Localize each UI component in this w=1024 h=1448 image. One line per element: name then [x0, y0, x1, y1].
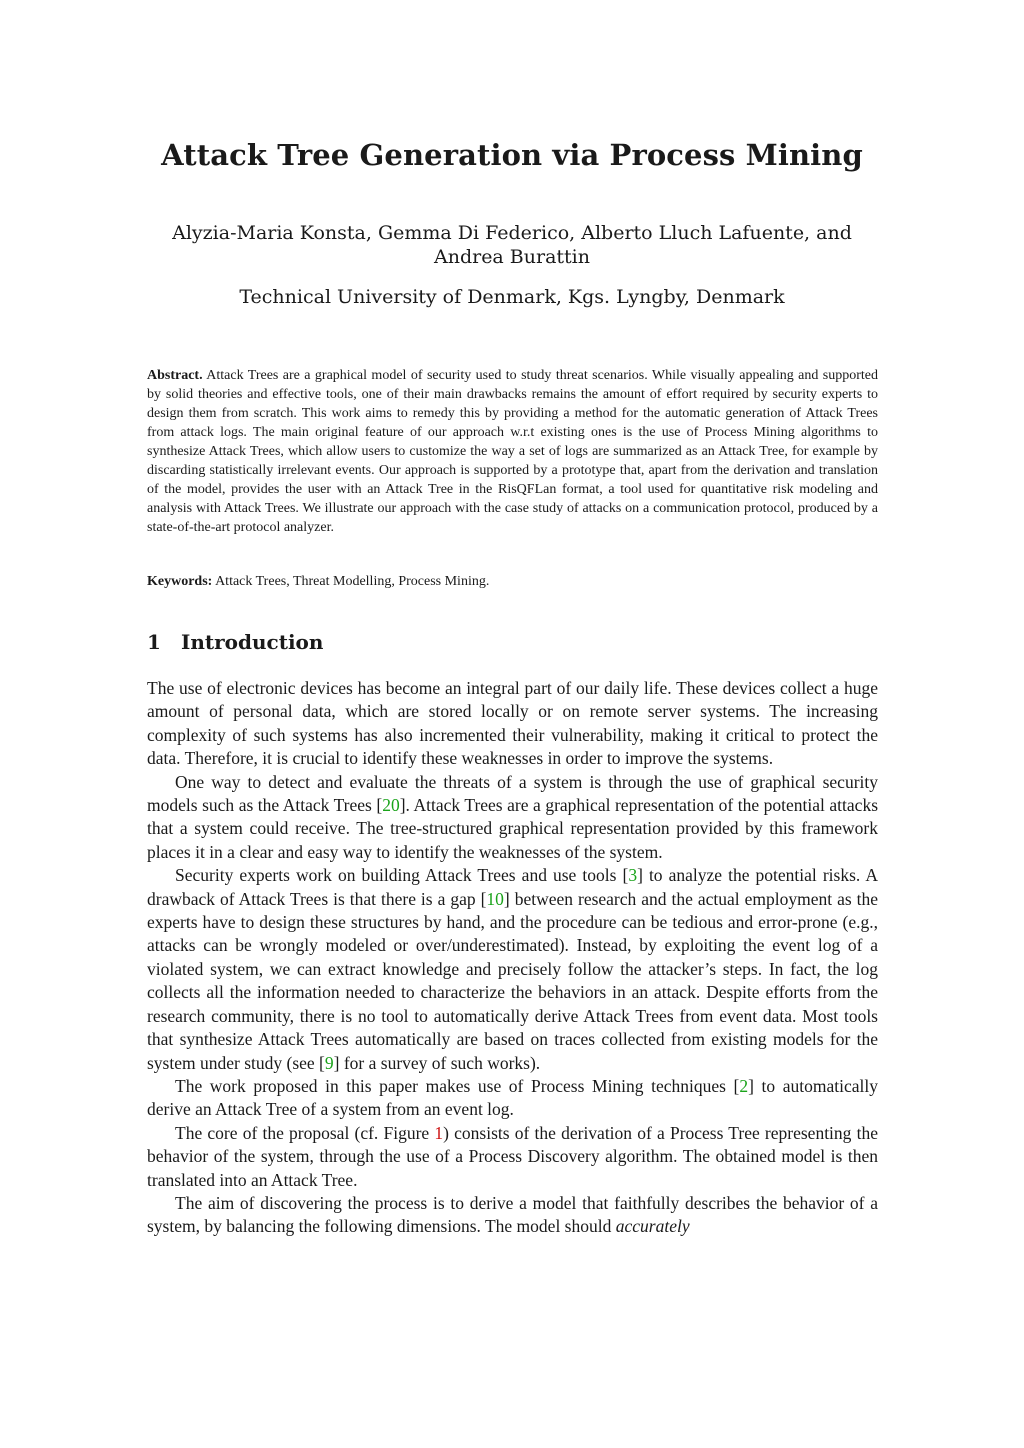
paragraph: The aim of discovering the process is to derive a model that faithfully describes the behavior of a system, by balancing the following dimensions. The model should accurately [147, 1192, 878, 1237]
keywords [147, 574, 878, 590]
abstract [147, 366, 878, 537]
abstract-label: Abstract. [147, 368, 203, 383]
body-text [147, 677, 878, 1239]
paragraph: The use of electronic devices has become an integral part of our daily life. These devices collect a huge amount of personal data, which are stored locally or on remote server systems. The increasing complexity of such systems has also incremented their vulnerability, making it critical to protect the data. Therefore, it is crucial to identify these weaknesses in order to improve the systems. [147, 678, 878, 769]
abstract-text: Attack Trees are a graphical model of security used to study threat scenarios. While visually appealing and supported by solid theories and effective tools, one of their main drawbacks remains the amount of effort required by security experts to design them from scratch. This work aims to remedy this by providing a method for the automatic generation of Attack Trees from attack logs. The main original feature of our approach w.r.t existing ones is the use of Process Mining algorithms to synthesize Attack Trees, which allow users to customize the way a set of logs are summarized as an Attack Tree, for example by discarding statistically irrelevant events. Our approach is supported by a prototype that, apart from the derivation and translation of the model, provides the user with an Attack Tree in the RisQFLan format, a tool used for quantitative risk modeling and analysis with Attack Trees. We illustrate our approach with the case study of attacks on a communication protocol, produced by a state-of-the-art protocol analyzer. [147, 368, 878, 535]
paragraph: The work proposed in this paper makes use of Process Mining techniques [2] to automatically derive an Attack Tree of a system from an event log. [147, 1075, 878, 1120]
citation-link[interactable]: 9 [324, 1052, 334, 1073]
figure-ref-link[interactable]: 1 [434, 1122, 444, 1143]
section-title: Introduction [181, 630, 324, 654]
citation-link[interactable]: 10 [486, 888, 504, 909]
section-number: 1 [147, 630, 161, 654]
paper-title: Attack Tree Generation via Process Mining [161, 138, 863, 172]
affiliation: Technical University of Denmark, Kgs. Lyngby, Denmark [239, 286, 785, 308]
author-list: Alyzia-Maria Konsta, Gemma Di Federico, Alberto Lluch Lafuente, and Andrea Burattin [172, 222, 852, 268]
keywords-label: Keywords: [147, 574, 213, 589]
section-heading [147, 630, 323, 654]
paragraph: The core of the proposal (cf. Figure 1) consists of the derivation of a Process Tree representing the behavior of the system, through the use of a Process Discovery algorithm. The obtained model is then translated into an Attack Tree. [147, 1122, 878, 1190]
citation-link[interactable]: 2 [739, 1075, 749, 1096]
citation-link[interactable]: 20 [382, 795, 400, 816]
paragraph: One way to detect and evaluate the threats of a system is through the use of graphical security models such as the Attack Trees [20]. Attack Trees are a graphical representation of the potential attacks that a system could receive. The tree-structured graphical representation provided by this framework places it in a clear and easy way to identify the weaknesses of the system. [147, 771, 879, 862]
keywords-text: Attack Trees, Threat Modelling, Process Mining. [215, 574, 490, 589]
paragraph: Security experts work on building Attack Trees and use tools [3] to analyze the potential risks. A drawback of Attack Trees is that there is a gap [10] between research and the actual employment as the experts have to design these structures by hand, and the procedure can be tedious and error-prone (e.g., attacks can be wrongly modeled or over/underestimated). Instead, by exploiting the event log of a violated system, we can extract knowledge and precisely follow the attacker’s steps. In fact, the log collects all the information needed to characterize the behaviors in an attack. Despite efforts from the research community, there is no tool to automatically derive Attack Trees from event data. Most tools that synthesize Attack Trees automatically are based on traces collected from existing models for the system under study (see [9] for a survey of such works). [147, 865, 878, 1073]
citation-link[interactable]: 3 [628, 865, 638, 886]
